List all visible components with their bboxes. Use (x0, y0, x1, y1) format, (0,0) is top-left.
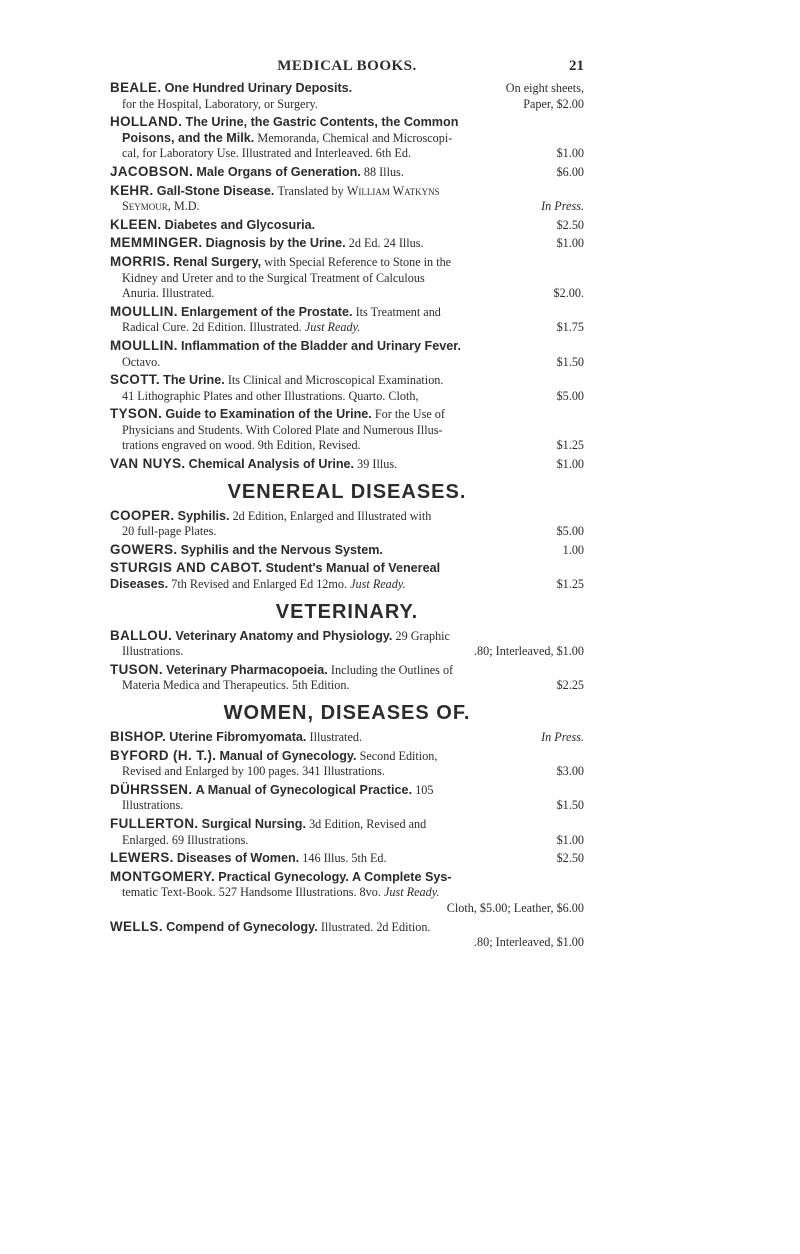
description: Its Treatment and (355, 304, 441, 319)
book-title: Enlargement of the Prostate. (181, 304, 353, 319)
book-title: Syphilis and the Nervous System. (180, 542, 383, 557)
description: Kidney and Ureter and to the Surgical Treatment of Calculous (122, 270, 425, 285)
price: $5.00 (556, 524, 584, 539)
price: $2.25 (556, 678, 584, 693)
book-entry-jacobson (110, 164, 584, 181)
price: $1.00 (556, 146, 584, 161)
description: On eight sheets, (505, 81, 584, 95)
book-entry-wells (110, 919, 584, 951)
author: BISHOP. (110, 729, 167, 744)
book-title: The Urine, the Gastric Contents, the Common (185, 115, 459, 130)
author: KEHR. (110, 182, 154, 198)
description: Seymour, M.D. (122, 199, 200, 214)
book-title: Surgical Nursing. (201, 816, 306, 831)
description: Illustrations. (122, 798, 184, 813)
book-entry-kleen (110, 217, 584, 234)
book-title: Diseases. (110, 577, 169, 592)
description: Illustrated. 2d Edition. (320, 919, 431, 934)
author: JACOBSON. (110, 163, 194, 179)
description: with Special Reference to Stone in the (264, 254, 452, 269)
author: MOULLIN. (110, 303, 178, 319)
price: $2.50 (556, 217, 584, 232)
author: STURGIS AND CABOT. (110, 560, 263, 576)
author: TUSON. (110, 661, 163, 677)
section-heading-veterinary: VETERINARY. (275, 600, 419, 623)
book-entry-cooper (110, 508, 584, 540)
price: In Press. (541, 730, 584, 744)
description: 105 (415, 782, 434, 797)
price: Cloth, $5.00; Leather, $6.00 (446, 900, 584, 915)
book-entry-van-nuys (110, 456, 584, 473)
price: $1.50 (556, 354, 584, 369)
author: HOLLAND. (110, 114, 183, 130)
description: 2d Edition, Enlarged and Illustrated with (232, 508, 432, 523)
book-title: Manual of Gynecology. (219, 748, 357, 763)
description: For the Use of (374, 407, 445, 422)
author: COOPER. (110, 507, 175, 523)
description: Second Edition, (359, 748, 438, 763)
page-number: 21 (569, 58, 584, 74)
description: 29 Graphic (395, 628, 450, 643)
book-entry-memminger (110, 235, 584, 252)
description: 3d Edition, Revised and (309, 816, 427, 831)
author: BALLOU. (110, 627, 173, 643)
price: $1.00 (556, 832, 584, 847)
status-note: Just Ready. (350, 577, 406, 592)
book-entry-tuson (110, 662, 584, 694)
price: .80; Interleaved, $1.00 (474, 935, 584, 950)
book-title: Practical Gynecology. (218, 869, 349, 884)
book-title: Male Organs of Generation. (196, 164, 361, 179)
description: Enlarged. 69 Illustrations. (122, 832, 249, 847)
author: BYFORD (H. T.). (110, 747, 217, 763)
price: Paper, $2.00 (523, 96, 584, 111)
price: $5.00 (556, 388, 584, 403)
author: MORRIS. (110, 253, 171, 269)
author: BEALE. (110, 80, 162, 95)
description: 41 Lithographic Plates and other Illustrations. Quarto. Cloth, (122, 388, 419, 403)
book-title: Gall-Stone Disease. (156, 183, 275, 198)
description: 146 Illus. 5th Ed. (302, 851, 387, 866)
page-header (110, 58, 584, 80)
book-title: Diagnosis by the Urine. (205, 236, 346, 251)
book-entry-scott (110, 372, 584, 404)
book-title: Diseases of Women. (176, 851, 300, 866)
book-title: Student's Manual of Venereal (265, 561, 441, 576)
price: 1.00 (562, 542, 584, 557)
book-entry-ballou (110, 628, 584, 660)
description: 2d Ed. 24 Illus. (348, 236, 424, 251)
book-entry-montgomery (110, 869, 584, 917)
book-title: One Hundred Urinary Deposits. (164, 81, 353, 95)
description: Its Clinical and Microscopical Examination. (227, 373, 444, 388)
page-title: MEDICAL BOOKS. (277, 58, 417, 74)
description: cal, for Laboratory Use. Illustrated and Interleaved. 6th Ed. (122, 146, 412, 161)
description: Including the Outlines of (330, 662, 454, 677)
description: 7th Revised and Enlarged Ed 12mo. (171, 577, 348, 592)
section-heading-venereal: VENEREAL DISEASES. (227, 480, 467, 503)
author: MONTGOMERY. (110, 868, 216, 884)
book-title: Poisons, and the Milk. (122, 130, 255, 145)
author: DÜHRSSEN. (110, 781, 193, 797)
book-title: Syphilis. (177, 508, 230, 523)
author: WELLS. (110, 918, 163, 934)
book-title: A Manual of Gynecological Practice. (195, 782, 413, 797)
book-entry-duhrssen (110, 782, 584, 814)
author: GOWERS. (110, 541, 178, 557)
book-title: Uterine Fibromyomata. (169, 730, 307, 744)
price: $1.00 (556, 457, 584, 472)
book-title: A Complete Sys- (351, 869, 452, 884)
book-entry-holland (110, 114, 584, 162)
book-entry-moullin-bladder (110, 338, 584, 370)
description: tematic Text-Book. 527 Handsome Illustrations. 8vo. (122, 885, 381, 900)
description: Illustrated. (309, 730, 362, 744)
description: Physicians and Students. With Colored Plate and Numerous Illus- (122, 422, 443, 437)
section-heading-women: WOMEN, DISEASES OF. (223, 702, 471, 724)
author: MOULLIN. (110, 337, 178, 353)
author: MEMMINGER. (110, 235, 203, 251)
book-entry-tyson (110, 406, 584, 454)
price: $6.00 (556, 164, 584, 179)
price: $2.50 (556, 851, 584, 866)
translator: William Watkyns (346, 183, 440, 198)
description: Octavo. (122, 354, 161, 369)
book-entry-byford (110, 748, 584, 780)
price: .80; Interleaved, $1.00 (474, 644, 584, 659)
author: SCOTT. (110, 372, 161, 388)
book-title: Diabetes and Glycosuria. (164, 217, 316, 232)
author: LEWERS. (110, 850, 174, 866)
book-entry-kehr (110, 183, 584, 215)
status-note: Just Ready. (384, 885, 440, 900)
description: 39 Illus. (357, 457, 398, 472)
price: $3.00 (556, 764, 584, 779)
description: 88 Illus. (363, 164, 404, 179)
description: Radical Cure. 2d Edition. Illustrated. (122, 320, 302, 335)
price: $1.25 (556, 577, 584, 592)
description: Revised and Enlarged by 100 pages. 341 Illustrations. (122, 764, 385, 779)
book-entry-beale (110, 80, 584, 112)
book-entry-bishop (110, 729, 584, 746)
author: TYSON. (110, 406, 163, 422)
description: Materia Medica and Therapeutics. 5th Edition. (122, 678, 350, 693)
book-entry-gowers (110, 542, 584, 559)
description: for the Hospital, Laboratory, or Surgery. (122, 96, 318, 111)
price: $1.25 (556, 438, 584, 453)
book-title: Chemical Analysis of Urine. (188, 457, 355, 472)
book-entry-morris (110, 254, 584, 302)
book-title: Compend of Gynecology. (166, 919, 318, 934)
description: Memoranda, Chemical and Microscopi- (257, 130, 453, 145)
description: Anuria. Illustrated. (122, 286, 215, 301)
book-entry-lewers (110, 850, 584, 867)
price: $1.00 (556, 236, 584, 251)
catalog-page (110, 58, 584, 953)
book-title: The Urine. (163, 373, 225, 388)
status-note: Just Ready. (304, 320, 361, 335)
description: Translated by (277, 183, 344, 198)
author: KLEEN. (110, 216, 162, 232)
book-title: Veterinary Anatomy and Physiology. (175, 628, 393, 643)
book-entry-moullin-prostate (110, 304, 584, 336)
price: $1.50 (556, 798, 584, 813)
description: Illustrations. (122, 644, 184, 659)
book-title: Guide to Examination of the Urine. (165, 407, 372, 422)
author: FULLERTON. (110, 815, 199, 831)
price: In Press. (541, 199, 584, 214)
book-title: Inflammation of the Bladder and Urinary Fever. (181, 338, 461, 353)
description: trations engraved on wood. 9th Edition, Revised. (122, 438, 361, 453)
author: VAN NUYS. (110, 456, 186, 472)
price: $2.00. (553, 286, 584, 301)
book-title: Veterinary Pharmacopoeia. (166, 662, 328, 677)
book-title: Renal Surgery, (173, 254, 262, 269)
book-entry-fullerton (110, 816, 584, 848)
book-entry-sturgis-cabot (110, 560, 584, 592)
price: $1.75 (556, 320, 584, 335)
description: 20 full-page Plates. (122, 524, 217, 539)
